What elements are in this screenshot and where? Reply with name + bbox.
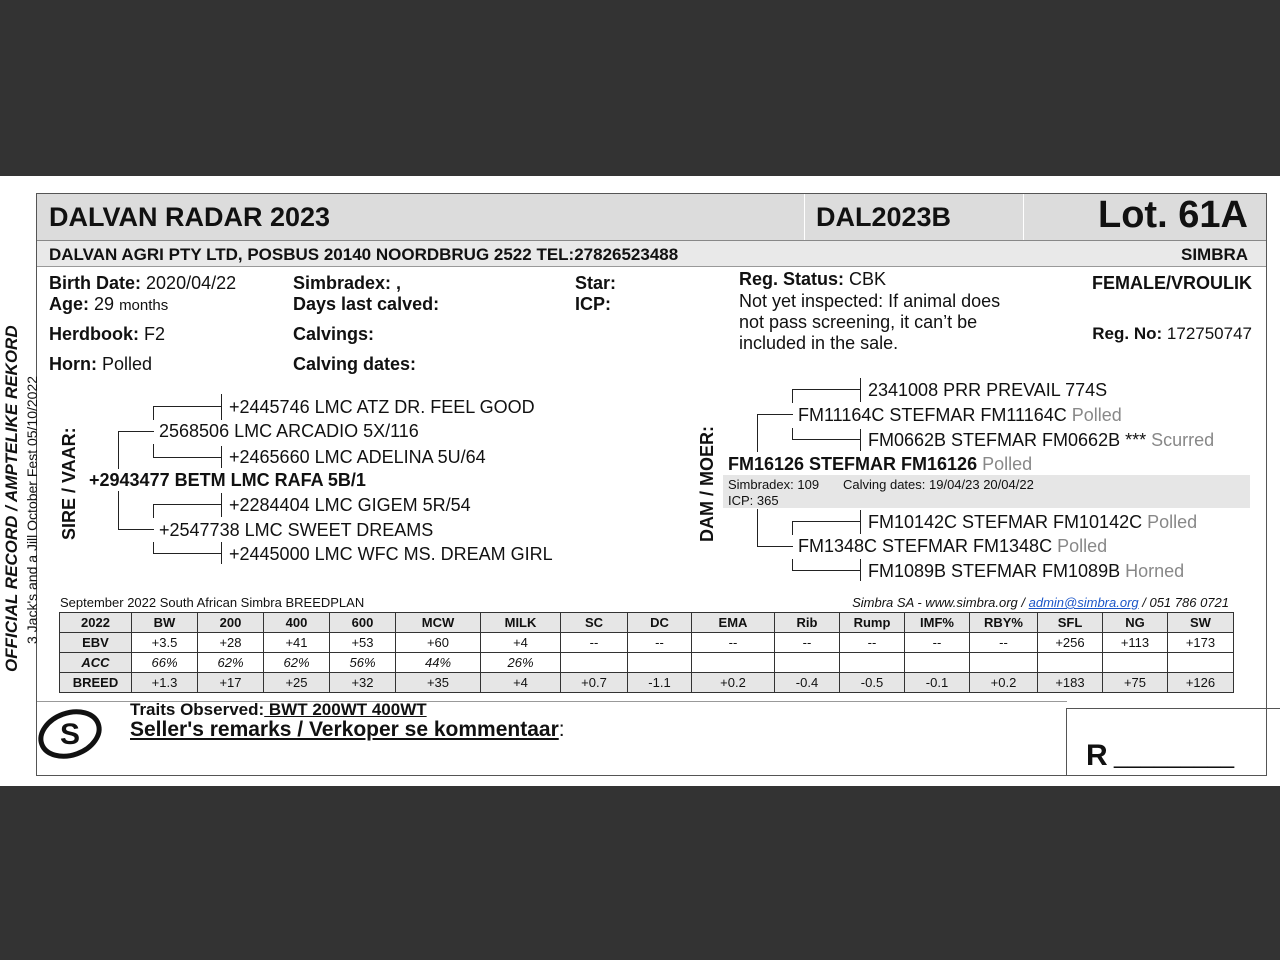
breedplan-row bbox=[60, 633, 1234, 653]
divider bbox=[1066, 708, 1280, 709]
breedplan-header-row bbox=[60, 613, 1234, 633]
breedplan-cell: +4 bbox=[481, 633, 561, 653]
breedplan-cell: 26% bbox=[481, 653, 561, 673]
dam-sire bbox=[798, 405, 1122, 426]
breedplan-cell bbox=[840, 653, 905, 673]
herdbook-label: Herdbook: bbox=[49, 324, 139, 344]
tree-line bbox=[792, 521, 860, 522]
tree-line bbox=[153, 504, 154, 518]
simbra-logo-icon bbox=[36, 706, 104, 762]
tree-line bbox=[757, 509, 758, 547]
header-divider bbox=[1023, 194, 1024, 240]
breedplan-header-cell: Rib bbox=[775, 613, 840, 633]
tree-line bbox=[118, 431, 154, 432]
tree-line bbox=[757, 546, 793, 547]
breedplan-cell: 66% bbox=[132, 653, 198, 673]
sire-dam: +2547738 LMC SWEET DREAMS bbox=[159, 520, 434, 540]
age-row bbox=[49, 294, 168, 315]
breedplan-header-cell: SC bbox=[561, 613, 628, 633]
breedplan-cell: -- bbox=[905, 633, 970, 653]
breedplan-cell: +75 bbox=[1103, 673, 1168, 693]
tree-line bbox=[221, 542, 222, 564]
breedplan-cell bbox=[628, 653, 692, 673]
tree-line bbox=[792, 439, 860, 440]
reg-status-value: CBK bbox=[849, 269, 887, 289]
reg-status-label: Reg. Status: bbox=[739, 269, 845, 289]
breedplan-cell bbox=[692, 653, 775, 673]
breedplan-header-cell: BW bbox=[132, 613, 198, 633]
breedplan-header-cell: 200 bbox=[198, 613, 264, 633]
breedplan-header-cell: IMF% bbox=[905, 613, 970, 633]
dam-sire-name: FM11164C STEFMAR FM11164C bbox=[798, 405, 1067, 425]
calvings-label: Calvings: bbox=[293, 324, 375, 344]
horn-label: Horn: bbox=[49, 354, 97, 374]
breedplan-cell: -- bbox=[628, 633, 692, 653]
breedplan-cell: +1.3 bbox=[132, 673, 198, 693]
breedplan-cell bbox=[1103, 653, 1168, 673]
animal-name: DALVAN RADAR 2023 bbox=[49, 202, 331, 232]
tree-line bbox=[153, 406, 221, 407]
price-field[interactable]: _________ bbox=[1114, 742, 1235, 769]
traits-value: BWT 200WT 400WT bbox=[264, 700, 427, 719]
breedplan-row bbox=[60, 653, 1234, 673]
breedplan-header-cell: MILK bbox=[481, 613, 561, 633]
breedplan-header-cell: 2022 bbox=[60, 613, 132, 633]
days-calved-label: Days last calved: bbox=[293, 294, 440, 314]
reg-no-value: 172750747 bbox=[1166, 324, 1252, 343]
calving-dates-label: Calving dates: bbox=[293, 354, 417, 374]
breedplan-cell bbox=[1168, 653, 1234, 673]
horn-row bbox=[49, 354, 152, 375]
event-text: 3 Jack's and a Jill October Fest 05/10/2022 bbox=[24, 375, 40, 644]
breedplan-cell: -1.1 bbox=[628, 673, 692, 693]
breedplan-cell: +0.2 bbox=[970, 673, 1038, 693]
dam-name-row bbox=[728, 454, 1032, 475]
tree-line bbox=[757, 414, 793, 415]
breedplan-cell: -- bbox=[561, 633, 628, 653]
breedplan-cell: +53 bbox=[330, 633, 396, 653]
breedplan-cell: 56% bbox=[330, 653, 396, 673]
breedplan-cell: 44% bbox=[396, 653, 481, 673]
dam-label: DAM / MOER: bbox=[697, 426, 717, 542]
tree-line bbox=[153, 406, 154, 420]
breedplan-cell: +173 bbox=[1168, 633, 1234, 653]
breedplan-cell: +60 bbox=[396, 633, 481, 653]
tree-line bbox=[153, 553, 221, 554]
breedplan-header-cell: RBY% bbox=[970, 613, 1038, 633]
tree-line bbox=[153, 444, 154, 458]
dam-dam-dam-name: FM1089B STEFMAR FM1089B bbox=[868, 561, 1121, 581]
birth-date-row bbox=[49, 273, 236, 294]
star-label: Star: bbox=[575, 273, 617, 293]
breedplan-header-cell: NG bbox=[1103, 613, 1168, 633]
reg-no-row bbox=[1092, 324, 1252, 344]
birth-date-label: Birth Date: bbox=[49, 273, 142, 293]
dam-dam-sire-name: FM10142C STEFMAR FM10142C bbox=[868, 512, 1143, 532]
divider bbox=[1066, 708, 1067, 776]
breedplan-cell: +113 bbox=[1103, 633, 1168, 653]
dam-sire-dam-name: FM0662B STEFMAR FM0662B *** bbox=[868, 430, 1147, 450]
breedplan-header-cell: 400 bbox=[264, 613, 330, 633]
breedplan-header-cell: DC bbox=[628, 613, 692, 633]
age-label: Age: bbox=[49, 294, 89, 314]
official-record-text: OFFICIAL RECORD / AMPTELIKE REKORD bbox=[2, 325, 21, 672]
lot-card bbox=[0, 176, 1280, 786]
breedplan-header-cell: SFL bbox=[1038, 613, 1103, 633]
sire-dam-dam: +2445000 LMC WFC MS. DREAM GIRL bbox=[229, 544, 553, 564]
breedplan-cell: 62% bbox=[264, 653, 330, 673]
breedplan-cell: -0.5 bbox=[840, 673, 905, 693]
breedplan-cell: +17 bbox=[198, 673, 264, 693]
breedplan-cell: +256 bbox=[1038, 633, 1103, 653]
breedplan-cell: -- bbox=[692, 633, 775, 653]
breedplan-cell: +183 bbox=[1038, 673, 1103, 693]
icp-label: ICP: bbox=[575, 294, 611, 314]
contact-email-link[interactable]: admin@simbra.org bbox=[1028, 595, 1139, 610]
simbra-logo bbox=[36, 706, 104, 762]
traits-label: Traits Observed: bbox=[130, 700, 265, 719]
breedplan-cell: +0.7 bbox=[561, 673, 628, 693]
dam-name: FM16126 STEFMAR FM16126 bbox=[728, 454, 978, 474]
remarks-label: Seller's remarks / Verkoper se kommentaar bbox=[130, 718, 559, 741]
tree-line bbox=[221, 446, 222, 468]
breedplan-cell: +32 bbox=[330, 673, 396, 693]
inspection-note-line: not pass screening, it can’t be bbox=[739, 312, 978, 332]
simbradex-label: Simbradex: , bbox=[293, 273, 402, 293]
sire-sire: 2568506 LMC ARCADIO 5X/116 bbox=[159, 421, 419, 441]
breedplan-title: September 2022 South African Simbra BREEDPLAN bbox=[60, 595, 365, 610]
breedplan-cell: -- bbox=[840, 633, 905, 653]
breedplan-row-label: BREED bbox=[60, 673, 132, 693]
tree-line bbox=[221, 394, 222, 420]
breedplan-cell bbox=[970, 653, 1038, 673]
breedplan-header-cell: EMA bbox=[692, 613, 775, 633]
traits-row bbox=[130, 700, 427, 720]
tree-line bbox=[792, 521, 793, 535]
sire-sire-dam: +2465660 LMC ADELINA 5U/64 bbox=[229, 447, 486, 467]
age-unit: months bbox=[119, 297, 169, 314]
logo-letter: S bbox=[59, 718, 81, 751]
breedplan-cell: -- bbox=[775, 633, 840, 653]
breedplan-cell: -- bbox=[970, 633, 1038, 653]
dam-dam bbox=[798, 536, 1107, 557]
dam-sire-sire: 2341008 PRR PREVAIL 774S bbox=[868, 380, 1108, 400]
remarks-row bbox=[130, 718, 565, 742]
reg-no-label: Reg. No: bbox=[1092, 324, 1163, 343]
horn-value: Polled bbox=[102, 354, 153, 374]
tree-line bbox=[153, 504, 221, 505]
breedplan-cell bbox=[905, 653, 970, 673]
reg-status-row bbox=[739, 269, 886, 290]
breedplan-cell: +41 bbox=[264, 633, 330, 653]
breedplan-cell bbox=[1038, 653, 1103, 673]
sire-sire-sire: +2445746 LMC ATZ DR. FEEL GOOD bbox=[229, 397, 535, 417]
breedplan-cell: +126 bbox=[1168, 673, 1234, 693]
breedplan-cell: +35 bbox=[396, 673, 481, 693]
herdbook-row bbox=[49, 324, 165, 345]
tree-line bbox=[221, 493, 222, 517]
inspection-note-line: included in the sale. bbox=[739, 333, 899, 353]
tree-line bbox=[118, 491, 119, 529]
tree-line bbox=[792, 570, 860, 571]
tree-line bbox=[118, 529, 154, 530]
breedplan-row bbox=[60, 673, 1234, 693]
dam-sire-dam-horn: Scurred bbox=[1151, 430, 1215, 450]
animal-id: DAL2023B bbox=[816, 202, 952, 232]
sire-name: +2943477 BETM LMC RAFA 5B/1 bbox=[89, 470, 366, 490]
birth-date-value: 2020/04/22 bbox=[146, 273, 237, 293]
remarks-colon: : bbox=[558, 718, 565, 741]
breedplan-cell: -0.4 bbox=[775, 673, 840, 693]
tree-line bbox=[153, 457, 221, 458]
breedplan-cell: -0.1 bbox=[905, 673, 970, 693]
tree-line bbox=[792, 389, 793, 403]
lot-number: Lot. 61A bbox=[1098, 194, 1248, 236]
breedplan-cell: +25 bbox=[264, 673, 330, 693]
age-value: 29 bbox=[94, 294, 115, 314]
breedplan-header-cell: Rump bbox=[840, 613, 905, 633]
price-currency: R bbox=[1086, 739, 1108, 772]
dam-dam-sire bbox=[868, 512, 1197, 533]
sire-label: SIRE / VAAR: bbox=[59, 427, 79, 540]
dam-dam-horn: Polled bbox=[1057, 536, 1108, 556]
tree-line bbox=[860, 378, 861, 402]
dam-sire-horn: Polled bbox=[1071, 405, 1122, 425]
breedplan-cell: 62% bbox=[198, 653, 264, 673]
dam-icp: ICP: 365 bbox=[728, 493, 779, 508]
contact-suffix: / 051 786 0721 bbox=[1138, 595, 1229, 610]
breedplan-contact bbox=[852, 595, 1229, 610]
breeder-line: DALVAN AGRI PTY LTD, POSBUS 20140 NOORDBRUG 2522 TEL:27826523488 bbox=[49, 245, 679, 264]
dam-calving-dates: Calving dates: 19/04/23 20/04/22 bbox=[843, 477, 1034, 492]
breedplan-cell: +3.5 bbox=[132, 633, 198, 653]
breedplan-table bbox=[59, 612, 1234, 693]
dam-dam-sire-horn: Polled bbox=[1147, 512, 1198, 532]
breedplan-header-cell: SW bbox=[1168, 613, 1234, 633]
inspection-note-line: Not yet inspected: If animal does bbox=[739, 291, 1001, 311]
breedplan-header-cell: 600 bbox=[330, 613, 396, 633]
breedplan-header-cell: MCW bbox=[396, 613, 481, 633]
tree-line bbox=[860, 510, 861, 534]
breedplan-cell bbox=[561, 653, 628, 673]
tree-line bbox=[792, 389, 860, 390]
breedplan-cell: +0.2 bbox=[692, 673, 775, 693]
contact-prefix: Simbra SA - www.simbra.org / bbox=[852, 595, 1029, 610]
breedplan-row-label: ACC bbox=[60, 653, 132, 673]
breedplan-row-label: EBV bbox=[60, 633, 132, 653]
breed-name: SIMBRA bbox=[1181, 245, 1249, 264]
herdbook-value: F2 bbox=[144, 324, 166, 344]
header-divider bbox=[804, 194, 805, 240]
sex-label: FEMALE/VROULIK bbox=[1092, 273, 1252, 293]
dam-dam-name: FM1348C STEFMAR FM1348C bbox=[798, 536, 1053, 556]
tree-line bbox=[757, 414, 758, 452]
tree-line bbox=[860, 429, 861, 451]
tree-line bbox=[118, 431, 119, 469]
breedplan-cell: +28 bbox=[198, 633, 264, 653]
sire-dam-sire: +2284404 LMC GIGEM 5R/54 bbox=[229, 495, 471, 515]
dam-simbradex: Simbradex: 109 bbox=[728, 477, 820, 492]
tree-line bbox=[860, 559, 861, 581]
breedplan-cell bbox=[775, 653, 840, 673]
dam-dam-dam bbox=[868, 561, 1184, 582]
breedplan-cell: +4 bbox=[481, 673, 561, 693]
dam-sire-dam bbox=[868, 430, 1214, 451]
dam-name-horn: Polled bbox=[982, 454, 1033, 474]
dam-dam-dam-horn: Horned bbox=[1125, 561, 1185, 581]
